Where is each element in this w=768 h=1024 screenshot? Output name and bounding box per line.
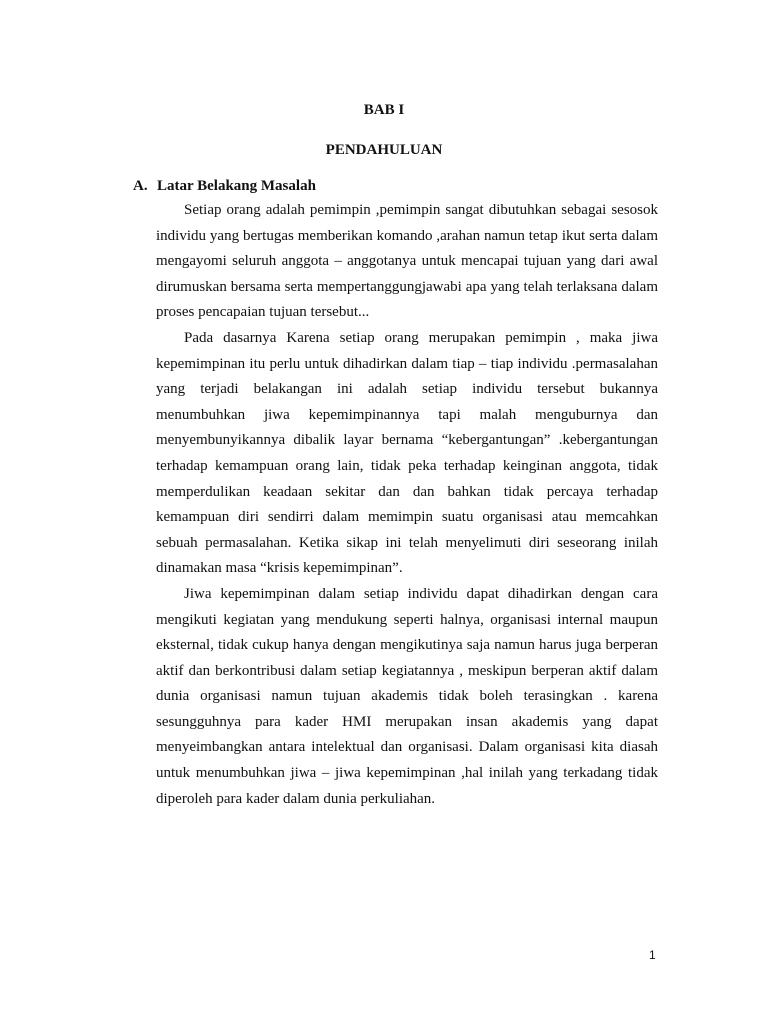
section-heading [133,178,316,195]
chapter-title: PENDAHULUAN [325,142,443,158]
paragraph: Jiwa kepemimpinan dalam setiap individu dapat dihadirkan dengan cara mengikuti kegiatan yang mendukung seperti halnya, organisasi internal maupun eksternal, tidak cukup hanya dengan mengikutinya saja namun harus juga berperan aktif dan berkontribusi dalam setiap kegiatannya , meskipun berperan aktif dalam dunia organisasi namun tujuan akademis tidak boleh terasingkan . karena sesungguhnya para kader HMI merupakan insan akademis yang dapat menyeimbangkan antara intelektual dan organisasi. Dalam organisasi kita diasah untuk menumbuhkan jiwa – jiwa kepemimpinan ,hal inilah yang terkadang tidak diperoleh para kader dalam dunia perkuliahan. [156,585,658,807]
paragraph: Pada dasarnya Karena setiap orang merupakan pemimpin , maka jiwa kepemimpinan itu perlu untuk dihadirkan dalam tiap – tiap individu .permasalahan yang terjadi belakangan ini adalah setiap individu tersebut bukannya menumbuhkan jiwa kepemimpinannya tapi malah menguburnya dan menyembunyikannya dibalik layar bernama “kebergantungan” .kebergantungan terhadap kemampuan orang lain, tidak peka terhadap keinginan anggota, tidak memperdulikan keadaan sekitar dan dan bahkan tidak percaya terhadap kemampuan diri sendirri dalam memimpin suatu organisasi atau memcahkan sebuah permasalahan. Ketika sikap ini telah menyelimuti diri seseorang inilah dinamakan masa “krisis kepemimpinan”. [156,329,658,577]
chapter-label: BAB I [363,102,405,118]
section-marker: A. [133,178,148,194]
section-heading-text: Latar Belakang Masalah [157,178,316,194]
paragraph: Setiap orang adalah pemimpin ,pemimpin sangat dibutuhkan sebagai sesosok individu yang bertugas memberikan komando ,arahan namun tetap ikut serta dalam mengayomi seluruh anggota – anggotanya untuk mencapai tujuan yang dari awal dirumuskan bersama serta mempertanggungjawabi apa yang telah terlaksana dalam proses pencapaian tujuan tersebut... [156,202,658,321]
body-text [156,198,658,812]
page-number: 1 [649,948,656,962]
